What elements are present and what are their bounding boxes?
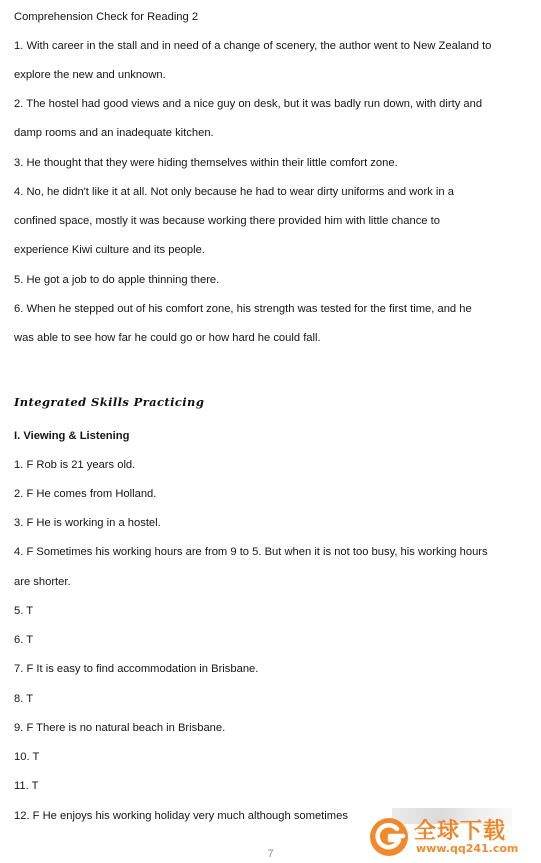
watermark-logo-icon bbox=[368, 816, 410, 858]
answer-line: 3. F He is working in a hostel. bbox=[14, 517, 161, 529]
answer-line: 2. The hostel had good views and a nice guy on desk, but it was badly run down, with dirty and bbox=[14, 98, 483, 110]
section-title: Comprehension Check for Reading 2 bbox=[14, 11, 199, 23]
answer-line: was able to see how far he could go or how hard he could fall. bbox=[14, 332, 321, 344]
answer-line: 7. F It is easy to find accommodation in Brisbane. bbox=[14, 663, 259, 675]
answer-line: 5. T bbox=[14, 605, 34, 617]
answer-line: 12. F He enjoys his working holiday very much although sometimes bbox=[14, 810, 348, 822]
answer-line: 9. F There is no natural beach in Brisbane. bbox=[14, 722, 226, 734]
answer-line: 6. When he stepped out of his comfort zone, his strength was tested for the first time, and he bbox=[14, 303, 472, 315]
skills-heading: Integrated Skills Practicing bbox=[14, 395, 205, 409]
answer-line: 6. T bbox=[14, 634, 34, 646]
answer-line: 5. He got a job to do apple thinning there. bbox=[14, 274, 220, 286]
subsection-title: I. Viewing & Listening bbox=[14, 430, 130, 442]
answer-line: 8. T bbox=[14, 693, 34, 705]
answer-line: 4. No, he didn't like it at all. Not only because he had to wear dirty uniforms and work in a bbox=[14, 186, 454, 198]
answer-line: 2. F He comes from Holland. bbox=[14, 488, 157, 500]
answer-line: 10. T bbox=[14, 751, 40, 763]
answer-line: 3. He thought that they were hiding themselves within their little comfort zone. bbox=[14, 157, 398, 169]
answer-line: are shorter. bbox=[14, 576, 71, 588]
watermark-url: www.qq241.com bbox=[416, 842, 519, 855]
answer-line: 4. F Sometimes his working hours are from 9 to 5. But when it is not too busy, his working hours bbox=[14, 546, 488, 558]
page-number: 7 bbox=[267, 848, 274, 860]
answer-line: explore the new and unknown. bbox=[14, 69, 166, 81]
watermark bbox=[368, 812, 538, 862]
answer-line: experience Kiwi culture and its people. bbox=[14, 244, 205, 256]
answer-line: 11. T bbox=[14, 780, 39, 792]
watermark-title: 全球下载 bbox=[414, 819, 507, 844]
answer-line: confined space, mostly it was because working there provided him with little chance to bbox=[14, 215, 440, 227]
answer-line: 1. F Rob is 21 years old. bbox=[14, 459, 136, 471]
answer-line: 1. With career in the stall and in need of a change of scenery, the author went to New Zealand to bbox=[14, 40, 492, 52]
answer-line: damp rooms and an inadequate kitchen. bbox=[14, 127, 214, 139]
